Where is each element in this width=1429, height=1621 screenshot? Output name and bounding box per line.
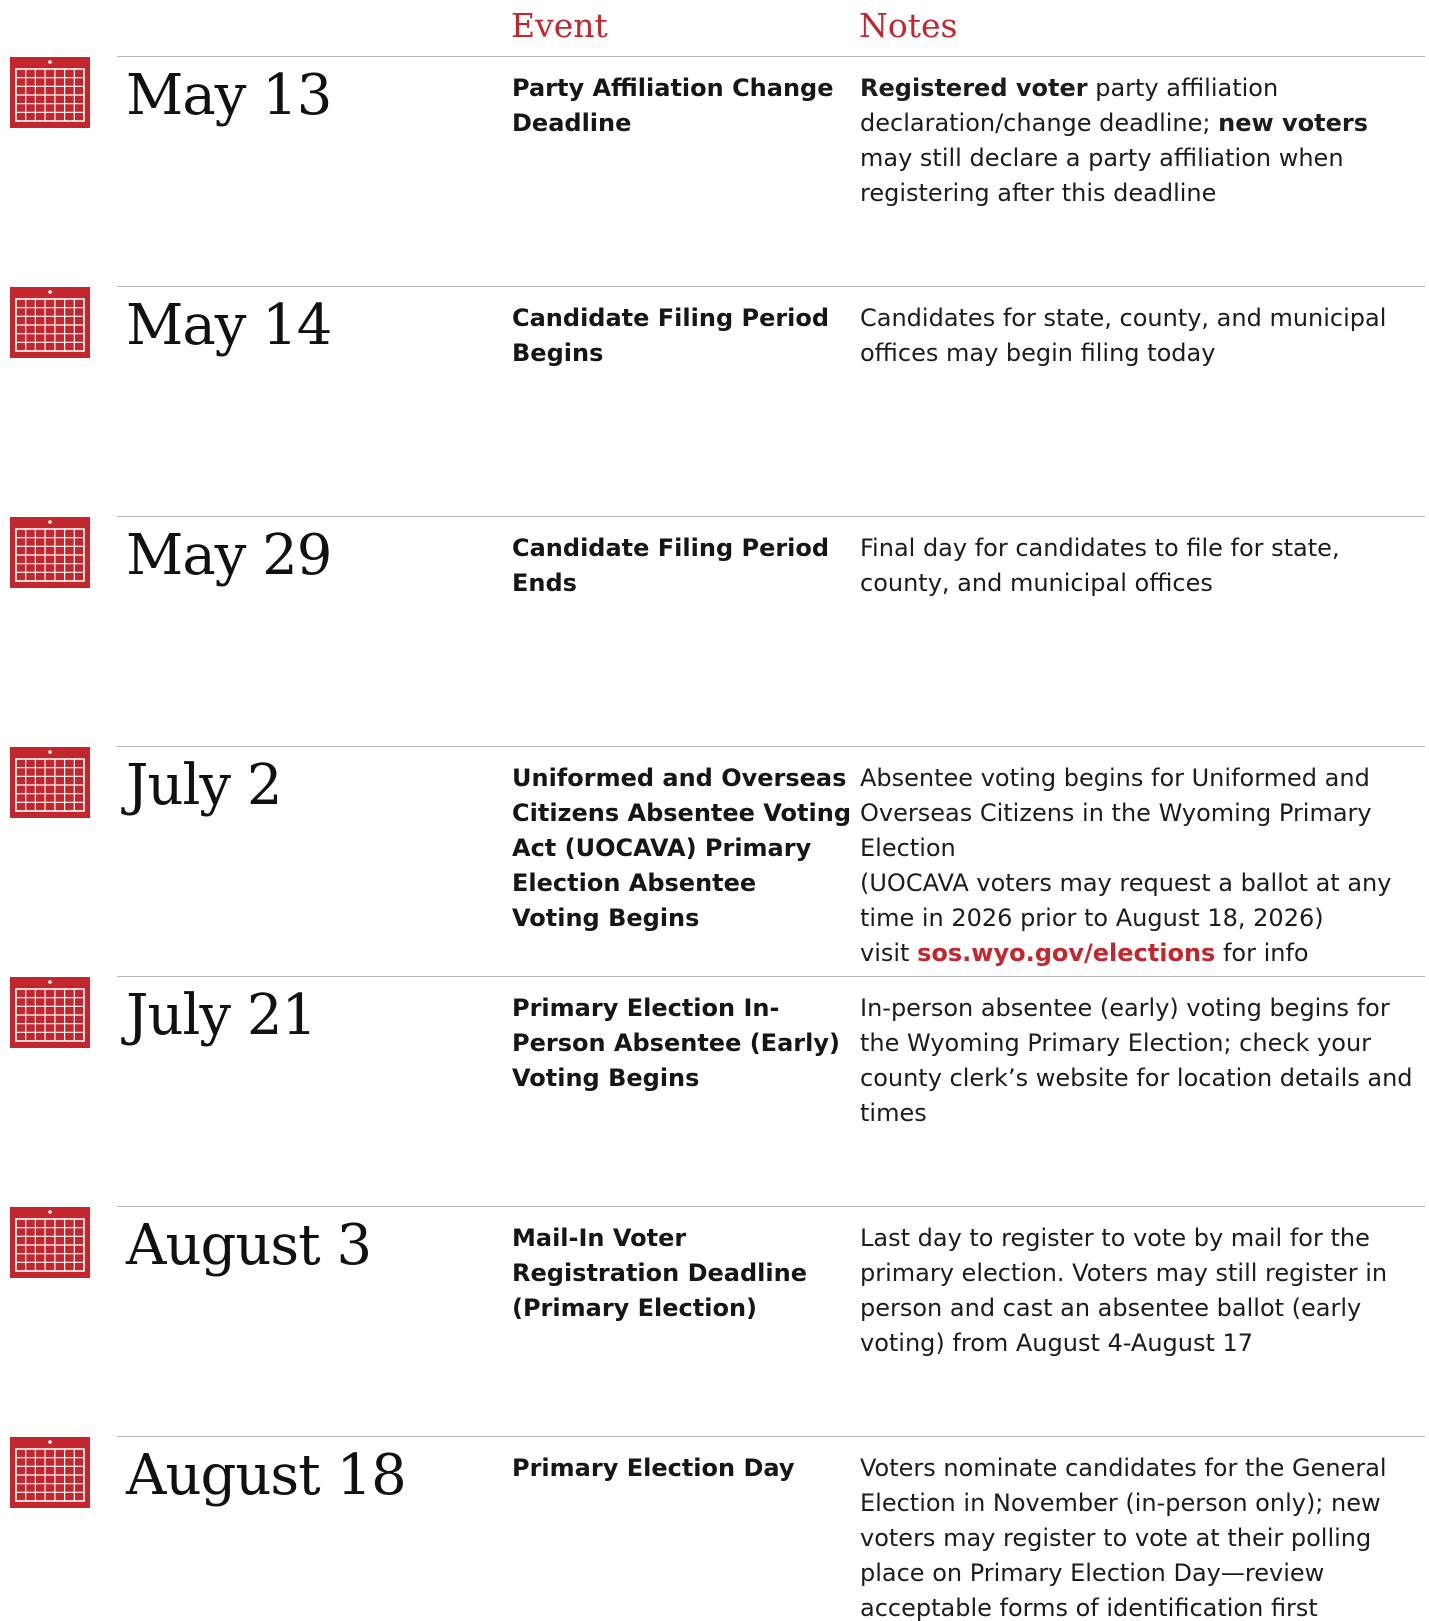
notes-text: party affiliation declaration/change deadline; bbox=[860, 74, 1279, 137]
row-divider bbox=[117, 976, 1425, 977]
event-title: Primary Election Day bbox=[512, 1454, 795, 1482]
column-header-notes: Notes bbox=[859, 6, 958, 45]
row-divider bbox=[117, 56, 1425, 57]
event-date: August 3 bbox=[126, 1213, 372, 1278]
event-notes bbox=[860, 71, 1415, 211]
table-row bbox=[0, 976, 1429, 1206]
notes-text: Absentee voting begins for Uniformed and Overseas Citizens in the Wyoming Primary Election bbox=[860, 764, 1372, 862]
event-title: Party Affiliation Change Deadline bbox=[512, 74, 834, 137]
row-divider bbox=[117, 516, 1425, 517]
table-row bbox=[0, 516, 1429, 746]
row-divider bbox=[117, 1436, 1425, 1437]
calendar-icon bbox=[10, 1207, 90, 1278]
event-notes: Voters nominate candidates for the General Election in November (in-person only); new voters may register to vote at their polling place on Primary Election Day—review acceptable forms of identification first bbox=[860, 1454, 1387, 1621]
table-row bbox=[0, 56, 1429, 286]
event-notes: Last day to register to vote by mail for the primary election. Voters may still register in person and cast an absentee ballot (early voting) from August 4-August 17 bbox=[860, 1224, 1388, 1357]
table-row bbox=[0, 1206, 1429, 1436]
event-date: May 29 bbox=[126, 523, 332, 588]
event-title: Uniformed and Overseas Citizens Absentee Voting Act (UOCAVA) Primary Election Absentee Voting Begins bbox=[512, 764, 852, 932]
event-date: July 2 bbox=[126, 753, 282, 818]
notes-emphasis: new voters bbox=[1218, 109, 1369, 137]
sos-elections-link[interactable]: sos.wyo.gov/elections bbox=[917, 939, 1216, 967]
table-header bbox=[0, 0, 1429, 56]
table-row bbox=[0, 746, 1429, 976]
event-title: Primary Election In-Person Absentee (Early) Voting Begins bbox=[512, 994, 840, 1092]
row-divider bbox=[117, 746, 1425, 747]
notes-visit-line bbox=[860, 936, 1415, 971]
row-divider bbox=[117, 286, 1425, 287]
notes-text: visit bbox=[860, 939, 918, 967]
notes-text: (UOCAVA voters may request a ballot at any time in 2026 prior to August 18, 2026) bbox=[860, 869, 1392, 932]
notes-text: for info bbox=[1215, 939, 1309, 967]
event-title: Candidate Filing Period Ends bbox=[512, 534, 830, 597]
notes-text: may still declare a party affiliation when registering after this deadline bbox=[860, 144, 1344, 207]
calendar-icon bbox=[10, 517, 90, 588]
column-header-event: Event bbox=[511, 6, 608, 45]
calendar-icon bbox=[10, 747, 90, 818]
event-date: May 13 bbox=[126, 63, 332, 128]
event-notes: In-person absentee (early) voting begins for the Wyoming Primary Election; check your county clerk’s website for location details and times bbox=[860, 994, 1413, 1127]
event-date: May 14 bbox=[126, 293, 332, 358]
calendar-icon bbox=[10, 57, 90, 128]
calendar-icon bbox=[10, 977, 90, 1048]
calendar-icon bbox=[10, 1437, 90, 1508]
table-row bbox=[0, 1436, 1429, 1621]
event-date: August 18 bbox=[126, 1443, 406, 1508]
event-date: July 21 bbox=[126, 983, 317, 1048]
event-notes bbox=[860, 761, 1415, 971]
event-notes: Final day for candidates to file for state, county, and municipal offices bbox=[860, 534, 1340, 597]
row-divider bbox=[117, 1206, 1425, 1207]
calendar-icon bbox=[10, 287, 90, 358]
notes-emphasis: Registered voter bbox=[860, 74, 1088, 102]
event-title: Mail-In Voter Registration Deadline (Primary Election) bbox=[512, 1224, 807, 1322]
table-row bbox=[0, 286, 1429, 516]
event-notes: Candidates for state, county, and municipal offices may begin filing today bbox=[860, 304, 1387, 367]
event-title: Candidate Filing Period Begins bbox=[512, 304, 830, 367]
